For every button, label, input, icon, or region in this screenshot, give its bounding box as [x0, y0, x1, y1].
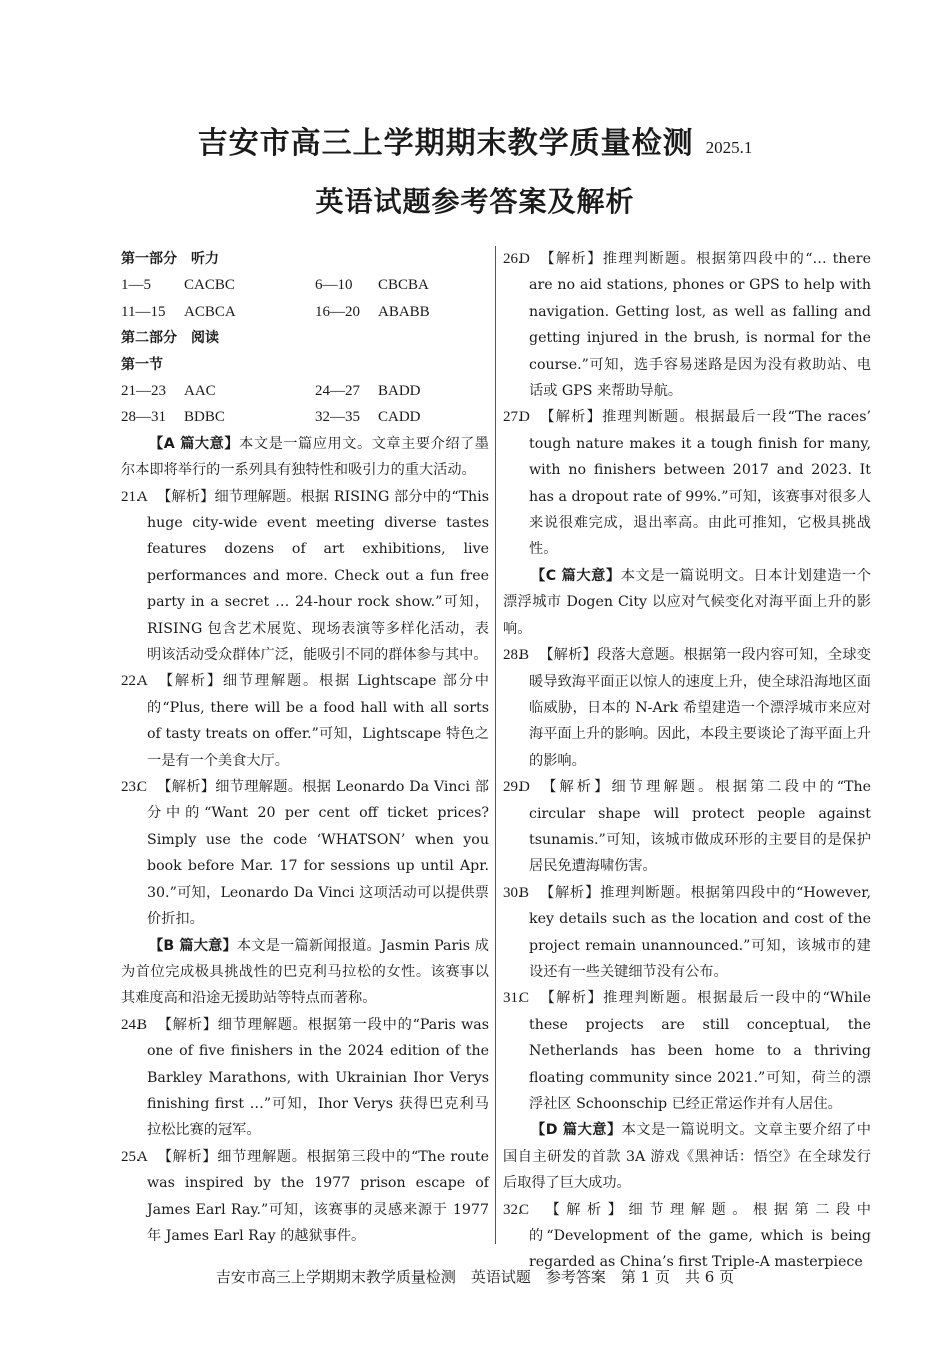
answer-keys: ACBCA — [184, 303, 236, 320]
explanation-text: 【解析】细节理解题。根据 Leonardo Da Vinci 部分中的“Want 20 per cent off ticket prices? Simply use the code ‘WHATSON’ when you book before Mar. 17 for sessions up until Apr. 30.”可知，Leonardo Da Vinci 这项活动可以提供票价折扣。 — [147, 779, 489, 928]
answer-range: 6—10 — [315, 277, 353, 294]
answer-option: C — [519, 990, 530, 1007]
summary-tag: 【C 篇大意】 — [531, 567, 621, 584]
answer-keys: CACBC — [184, 277, 235, 294]
answer-item-27 — [503, 404, 871, 562]
answer-row — [121, 404, 489, 430]
answer-option: A — [137, 1148, 148, 1165]
answer-item-21 — [121, 484, 489, 669]
answer-item-30 — [503, 880, 871, 986]
left-column — [121, 246, 489, 1249]
part2-heading-name: 阅读 — [191, 330, 219, 347]
summary-tag: 【D 篇大意】 — [531, 1122, 622, 1139]
question-number: 31. — [503, 990, 522, 1007]
answer-row — [121, 378, 489, 404]
answer-row — [121, 272, 489, 298]
question-number: 26. — [503, 251, 522, 267]
explanation-text: 【解析】推理判断题。根据第四段中的“However, key details such as the location and cost of the project remain unannounced.”可知，该城市的建设还有一些关键细节没有公布。 — [529, 884, 871, 980]
question-number: 25. — [121, 1148, 140, 1165]
answer-option: C — [519, 1201, 530, 1218]
question-number: 22. — [121, 673, 140, 690]
answer-keys: ABABB — [378, 303, 430, 320]
passage-summary-c — [503, 563, 871, 642]
question-number: 29. — [503, 779, 522, 796]
answer-item-25 — [121, 1144, 489, 1250]
passage-summary-a — [121, 431, 489, 484]
answer-range: 24—27 — [315, 383, 360, 399]
section-heading: 第一节 — [121, 356, 163, 373]
answer-row — [121, 299, 489, 325]
passage-summary-b — [121, 933, 489, 1012]
document-subtitle: 英语试题参考答案及解析 — [315, 185, 635, 218]
answer-keys: CADD — [378, 409, 421, 426]
explanation-text: 【解析】推理判断题。根据第四段中的“… there are no aid stations, phones or GPS to help with navigation. Getting lost, as well as falling and getting injured in the brush, is normal for the course.”可知，选手容易迷路是因为没有救助站、电话或 GPS 来帮助导航。 — [529, 251, 871, 400]
answer-option: D — [519, 409, 530, 426]
question-number: 24. — [121, 1016, 140, 1033]
explanation-text: 【解析】细节理解题。根据第二段中的“The circular shape will protect people against tsunamis.”可知，该城市做成环形的主要目的是保护居民免遭海啸伤害。 — [529, 779, 871, 875]
summary-tag: 【B 篇大意】 — [149, 937, 237, 954]
page-footer: 吉安市高三上学期期末教学质量检测 英语试题 参考答案 第 1 页 共 6 页 — [215, 1268, 735, 1286]
answer-range: 1—5 — [121, 277, 151, 294]
summary-tag: 【A 篇大意】 — [149, 435, 240, 452]
answer-item-29 — [503, 774, 871, 880]
answer-option: D — [519, 779, 530, 796]
explanation-text: 【解析】细节理解题。根据 RISING 部分中的“This huge city-wide event meeting diverse tastes features dozens of art exhibitions, live performances and more. Check out a fun free party in a secret … 24-hour rock show.”可知，RISING 包含艺术展览、现场表演等多样化活动，表明该活动受众群体广泛，能吸引不同的群体参与其中。 — [147, 488, 489, 664]
answer-item-32 — [503, 1197, 871, 1276]
explanation-text: 【解析】推理判断题。根据最后一段中的“While these projects are still conceptual, the Netherlands has been home to a thriving floating community since 2021.”可知，荷兰的漂浮社区 Schoonschip 已经正常运作并有人居住。 — [529, 990, 871, 1112]
answer-option: B — [519, 884, 530, 901]
summary-text: 本文是一篇新闻报道。Jasmin Paris 成为首位完成极具挑战性的巴克利马拉松的女性。该赛事以其难度高和沿途无援助站等特点而著称。 — [121, 937, 489, 1007]
column-divider — [495, 246, 496, 1244]
answer-range: 21—23 — [121, 383, 166, 399]
summary-text: 本文是一篇说明文。文章主要介绍了中国自主研发的首款 3A 游戏《黑神话：悟空》在全球发行后取得了巨大成功。 — [503, 1122, 871, 1192]
document-title-row — [0, 118, 950, 162]
answer-item-26 — [503, 246, 871, 404]
answer-item-24 — [121, 1012, 489, 1144]
answer-option: B — [137, 1016, 148, 1033]
part1-heading — [121, 246, 489, 272]
answer-keys: BADD — [378, 383, 421, 399]
document-title: 吉安市高三上学期期末教学质量检测 — [197, 126, 694, 161]
answer-range: 28—31 — [121, 409, 166, 426]
explanation-text: 【解析】推理判断题。根据最后一段“The races’ tough nature makes it a tough finish for many, with no finishers between 2017 and 2023. It has a dropout rate of 99%.”可知，该赛事对很多人来说很难完成，退出率高。由此可推知，它极具挑战性。 — [529, 409, 871, 558]
question-number: 28. — [503, 647, 522, 664]
part1-heading-name: 听力 — [191, 251, 219, 267]
question-number: 23. — [121, 779, 140, 796]
answer-option: A — [137, 488, 148, 505]
answer-item-31 — [503, 985, 871, 1117]
answer-keys: AAC — [184, 383, 216, 399]
answer-option: D — [519, 251, 530, 267]
answer-option: B — [519, 647, 530, 664]
answer-range: 16—20 — [315, 303, 360, 320]
explanation-text: 【解析】细节理解题。根据第一段中的“Paris was one of five finishers in the 2024 edition of the Barkley Marathons, with Ukrainian Ihor Verys finishing first …”可知，Ihor Verys 获得巴克利马拉松比赛的冠军。 — [147, 1016, 489, 1139]
explanation-text: 【解析】细节理解题。根据 Lightscape 部分中的“Plus, there will be a food hall with all sorts of tasty treats on offer.”可知，Lightscape 特色之一是有一个美食大厅。 — [147, 673, 489, 769]
answer-option: C — [137, 779, 148, 796]
explanation-text: 【解析】细节理解题。根据第二段中的“Development of the game, which is being regarded as China’s first Triple-A masterpiece — [529, 1201, 871, 1271]
part1-heading-number: 第一部分 — [121, 251, 177, 267]
question-number: 21. — [121, 488, 140, 505]
question-number: 30. — [503, 884, 522, 901]
part2-heading — [121, 325, 489, 351]
right-column — [503, 246, 871, 1276]
answer-keys: CBCBA — [378, 277, 429, 294]
answer-item-22 — [121, 668, 489, 774]
part2-heading-number: 第二部分 — [121, 330, 177, 347]
answer-keys: BDBC — [184, 409, 225, 426]
answer-item-28 — [503, 642, 871, 774]
answer-range: 11—15 — [121, 303, 166, 320]
summary-text: 本文是一篇应用文。文章主要介绍了墨尔本即将举行的一系列具有独特性和吸引力的重大活动。 — [121, 435, 489, 479]
answer-range: 32—35 — [315, 409, 360, 426]
answer-option: A — [137, 673, 148, 690]
question-number: 32. — [503, 1201, 522, 1218]
answer-item-23 — [121, 774, 489, 932]
explanation-text: 【解析】段落大意题。根据第一段内容可知，全球变暖导致海平面正以惊人的速度上升，使全球沿海地区面临威胁，日本的 N-Ark 希望建造一个漂浮城市来应对海平面上升的影响。因此，本段主要谈论了海平面上升的影响。 — [529, 647, 871, 769]
exam-date: 2025.1 — [705, 138, 753, 157]
question-number: 27. — [503, 409, 522, 426]
explanation-text: 【解析】细节理解题。根据第三段中的“The route was inspired by the 1977 prison escape of James Earl Ray.”可知，该赛事的灵感来源于 1977 年 James Earl Ray 的越狱事件。 — [147, 1148, 489, 1244]
summary-text: 本文是一篇说明文。日本计划建造一个漂浮城市 Dogen City 以应对气候变化对海平面上升的影响。 — [503, 567, 871, 637]
passage-summary-d — [503, 1117, 871, 1196]
